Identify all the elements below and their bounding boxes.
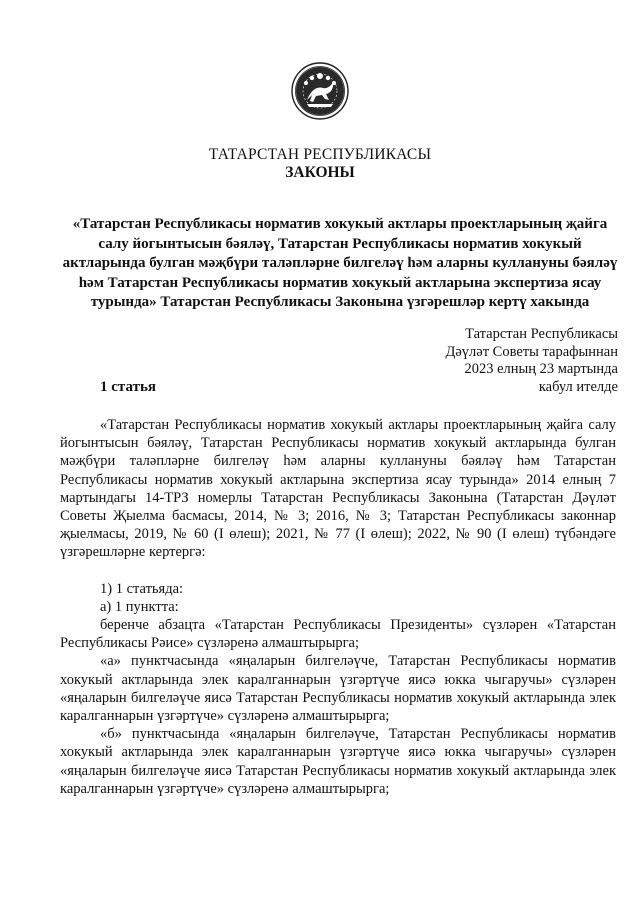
body-paragraph: беренче абзацта «Татарстан Республикасы Президенты» сүзләрен «Татарстан Республикасы Рәисе» сүзләренә алмаштырырга; [60, 617, 616, 652]
adoption-line: 2023 елның 23 мартында [464, 361, 618, 377]
body-paragraph: 1) 1 статьяда: [100, 580, 184, 597]
body-paragraph: «а» пунктчасында «яңаларын билгеләүче, Татарстан Республикасы норматив хокукый актларында элек каралганнарын үзгәртүче яисә юкка чыгаручы» сүзләрен «яңаларын билгеләүче яисә Татарстан Республикасы норматив хокукый актларында элек каралганнарын үзгәртүче» сүзләренә алмаштырырга; [60, 653, 616, 725]
document-type: ЗАКОНЫ [285, 164, 355, 181]
law-title: «Татарстан Республикасы норматив хокукый актлары проектларының җайга салу йогынтысын бәяләү, Татарстан Республикасы норматив хокукый актларында булган мәҗбүри таләпләрне билгеләү һәм аларны куллануны бәяләү һәм Татарстан Республикасы норматив хокукый актларына экспертиза ясау турында» Татарстан Республикасы Законына үзгәрешләр кертү хакында [62, 216, 618, 310]
republic-name: ТАТАРСТАН РЕСПУБЛИКАСЫ [208, 146, 432, 163]
article-heading: 1 статья [100, 379, 156, 395]
adoption-line: Дәүләт Советы тарафыннан [445, 343, 618, 360]
coat-of-arms-emblem [291, 62, 349, 120]
body-paragraph: а) 1 пунктта: [100, 598, 179, 615]
adoption-line: кабул ителде [538, 378, 618, 395]
body-paragraph: «Татарстан Республикасы норматив хокукый актлары проектларының җайга салу йогынтысын бәяләү, Татарстан Республикасы норматив хокукый актларында булган мәҗбүри таләпләрне билгеләү һәм аларны куллануны бәяләү һәм Татарстан Республикасы норматив хокукый актларына экспертиза ясау турында» 2014 елның 7 мартындагы 14-ТРЗ номерлы Татарстан Республикасы Законына (Татарстан Дәүләт Советы Җыелма басмасы, 2014, № 3; 2016, № 3; Татарстан Республикасы законнар җыелмасы, 2019, № 60 (I өлеш); 2021, № 77 (I өлеш); 2022, № 90 (I өлеш) түбәндәге үзгәрешләрне кертергә: [60, 417, 616, 561]
adoption-block [445, 326, 618, 396]
body-paragraph: «б» пунктчасында «яңаларын билгеләүче, Татарстан Республикасы норматив хокукый актларында элек каралганнарын үзгәртүче яисә юкка чыгаручы» сүзләрен «яңаларын билгеләүче яисә Татарстан Республикасы норматив хокукый актларында элек каралганнарын үзгәртүче» сүзләренә алмаштырырга; [60, 726, 616, 797]
adoption-line: Татарстан Республикасы [465, 326, 618, 342]
article-body [60, 416, 616, 798]
